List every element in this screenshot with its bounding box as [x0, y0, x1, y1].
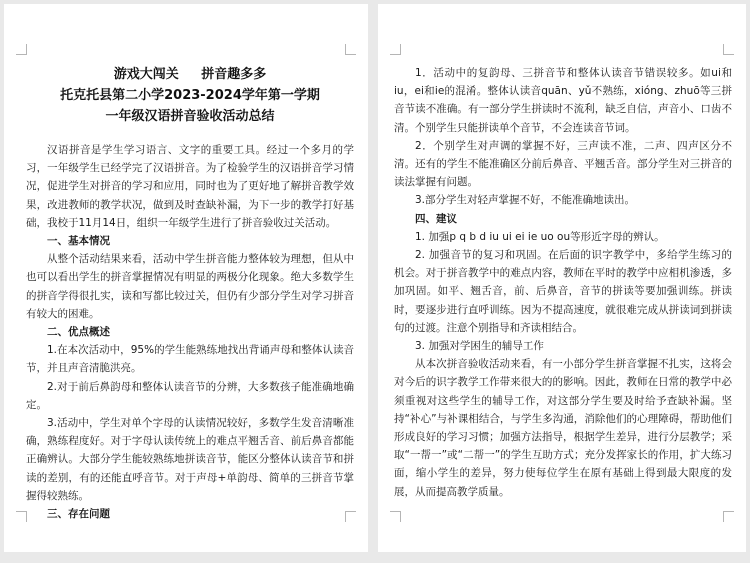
crop-mark	[390, 44, 401, 55]
problem-item-1: 1．活动中的复韵母、三拼音节和整体认读音节错误较多。如ui和 iu，ei和ie的混淆。整体认读音quān、yǔ不熟练，xióng、zhuō等三拼音节读不准确。有一部分学生拼读时不流利，缺乏自信，声音小、口齿不清。个别学生只能拼读单个音节，不会连读音节词。	[394, 67, 732, 134]
intro-paragraph: 汉语拼音是学生学习语言、文字的重要工具。经过一个多月的学习，一年级学生已经学完了汉语拼音。为了检验学生的汉语拼音学习情况，促进学生对拼音的学习和应用，同时也为了更好地了解拼音教学效果，改进教师的教学状况，做到及时查缺补漏，为下一步的教学打好基础，我校于11月14日，组织一年级学生进行了拼音验收过关活动。	[26, 144, 354, 229]
crop-mark	[16, 44, 27, 55]
section-heading-strengths: 二、优点概述	[47, 326, 110, 339]
basic-situation-paragraph: 从整个活动结果来看，活动中学生拼音能力整体较为理想，但从中也可以看出学生的拼音掌握情况有明显的两极分化现象。绝大多数学生的拼音学得很扎实，读和写都比较过关，但仍有少部分学生对学习拼音有较大的困难。	[26, 253, 354, 320]
suggestion-item-1: 1. 加强p q b d iu ui ei ie uo ou等形近字母的辨认。	[415, 230, 665, 243]
strength-item-2: 2.对于前后鼻韵母和整体认读音节的分辨，大多数孩子能准确地确定。	[26, 380, 354, 411]
problem-item-2: 2．个别学生对声调的掌握不好，三声读不准，二声、四声区分不清。还有的学生不能准确区分前后鼻音、平翘舌音。部分学生对三拼音的读法掌握有问题。	[394, 139, 732, 189]
section-heading-problems: 三、存在问题	[47, 508, 110, 521]
crop-mark	[16, 511, 27, 522]
document-page-right	[378, 4, 746, 552]
section-heading-suggestions: 四、建议	[415, 212, 457, 225]
crop-mark	[345, 511, 356, 522]
section-heading-basic: 一、基本情况	[47, 235, 110, 248]
document-page-left	[4, 4, 368, 552]
suggestion-item-2: 2. 加强音节的复习和巩固。在后面的识字教学中，多给学生练习的机会。对于拼音教学中的难点内容，教师在平时的教学中应相机渗透，多加巩固。如平、翘舌音，前、后鼻音，音节的拼读等要加强训练。拼读时，要逐步进行直呼训练。因为不提高速度，就很难完成从拼读词到拼读句的过渡。注意个别指导和齐读相结合。	[394, 249, 732, 334]
suggestion-item-3-heading: 3. 加强对学困生的辅导工作	[415, 340, 544, 353]
crop-mark	[345, 44, 356, 55]
crop-mark	[723, 44, 734, 55]
strength-item-3: 3.活动中，学生对单个字母的认读情况较好，多数学生发音清晰准确，熟练程度好。对于字母认读传统上的难点平翘舌音、前后鼻音都能正确辨认。大部分学生能较熟练地拼读音节，能区分整体认读音节和拼读的差别，有的还能直呼音节。对于声母+单韵母、简单的三拼音节掌握得较熟练。	[26, 417, 354, 502]
document-title-line-2: 托克托县第二小学2023-2024学年第一学期	[60, 88, 320, 103]
crop-mark	[723, 511, 734, 522]
document-title-line-3: 一年级汉语拼音验收活动总结	[105, 109, 275, 124]
suggestion-item-3-body: 从本次拼音验收活动来看，有一小部分学生拼音掌握不扎实，这将会对今后的识字教学工作带来很大的的影响。因此，教师在日常的教学中必须重视对这些学生的辅导工作，对这部分学生要及时给予查缺补漏。坚持“补心”与补课相结合，与学生多沟通，消除他们的心理障碍，帮助他们形成良好的学习习惯；加强方法指导，根据学生差异，进行分层教学；采取“一帮一”或“二帮一”的学生互助方式；充分发挥家长的作用，扩大练习面，缩小学生的差异，努力使每位学生在原有基础上得到最大限度的发展，从而提高教学质量。	[394, 358, 732, 498]
crop-mark	[390, 511, 401, 522]
problem-item-3: 3.部分学生对轻声掌握不好，不能准确地读出。	[415, 194, 636, 207]
strength-item-1: 1.在本次活动中，95%的学生能熟练地找出背诵声母和整体认读音节，并且声音清脆洪亮。	[26, 344, 354, 375]
document-title-line-1: 游戏大闯关 拼音趣多多	[113, 67, 267, 82]
